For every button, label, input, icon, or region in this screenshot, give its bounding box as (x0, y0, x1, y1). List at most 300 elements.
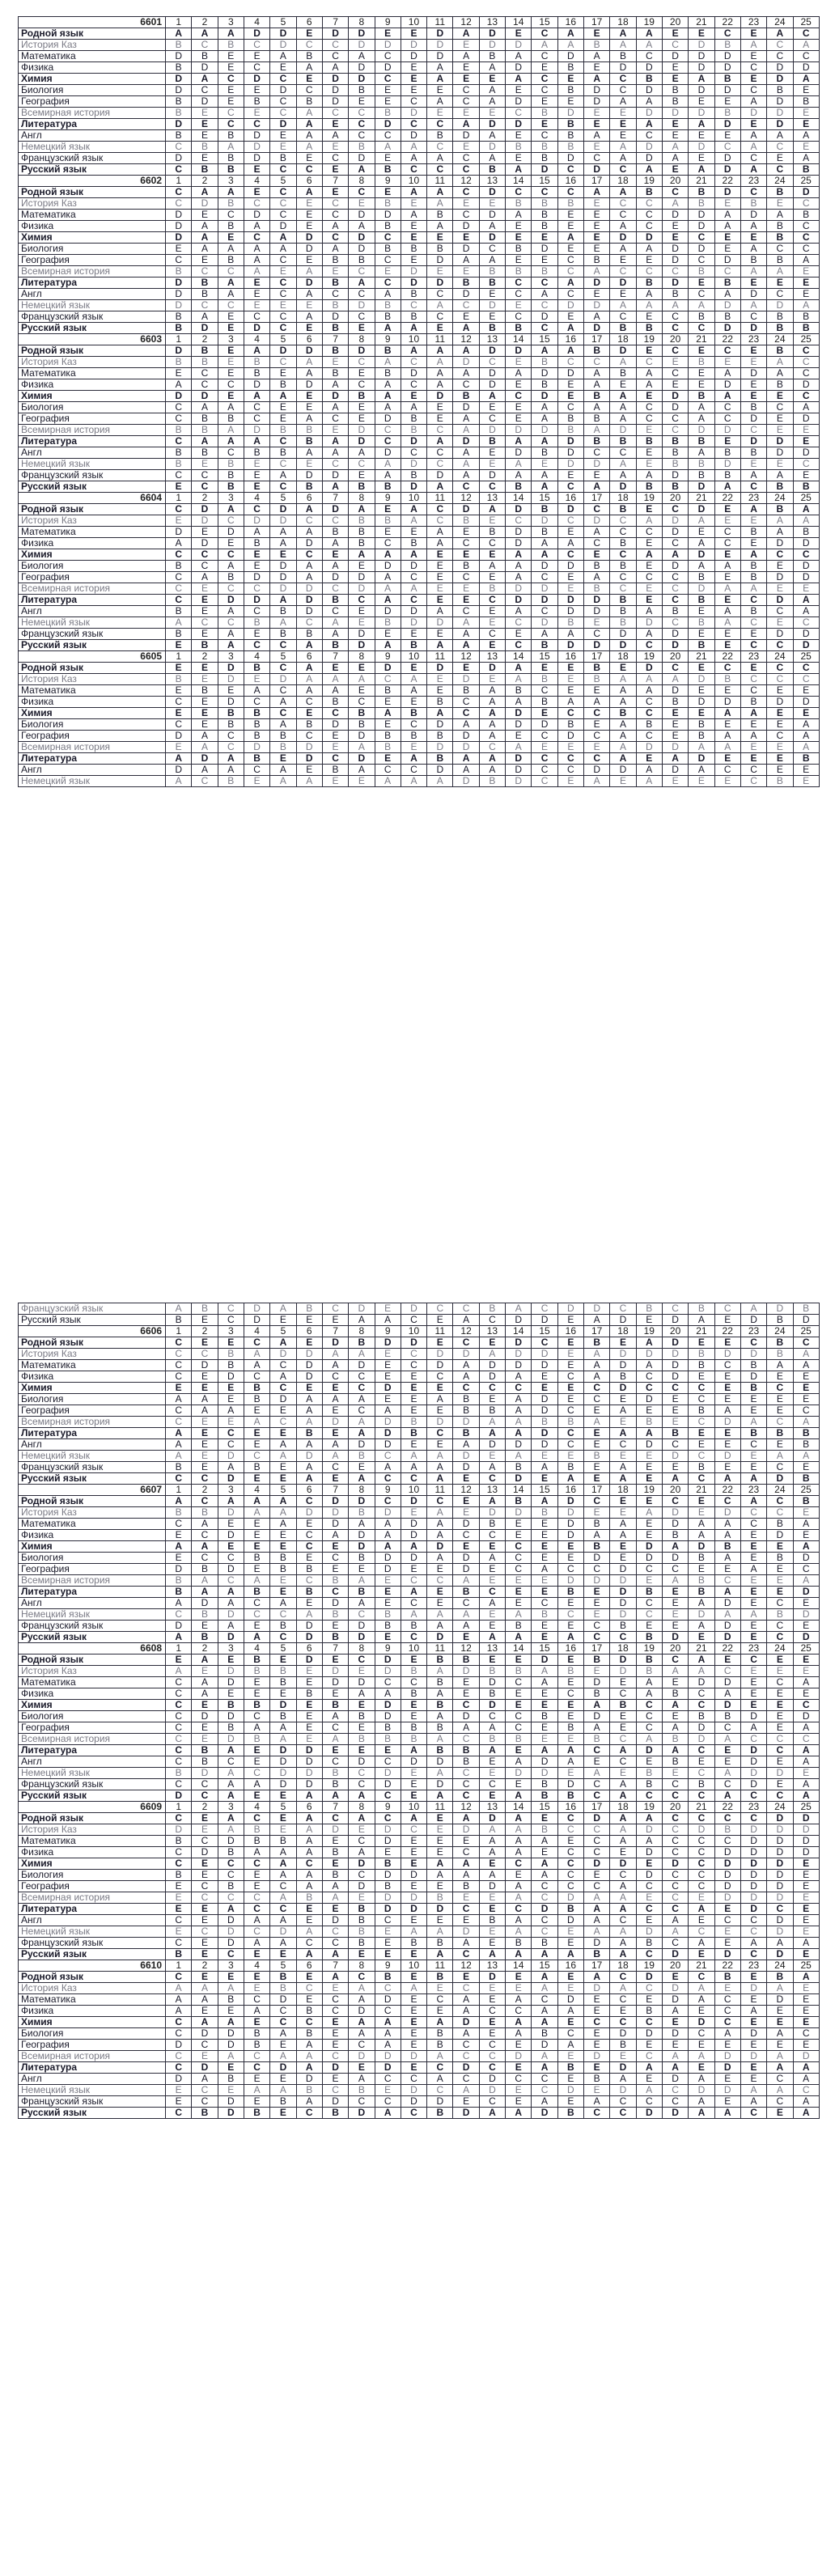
answer-cell: A (375, 1405, 401, 1417)
answer-cell: E (740, 391, 766, 402)
answer-cell: C (375, 674, 401, 685)
answer-cell: A (610, 1983, 636, 1994)
answer-cell: A (610, 40, 636, 51)
answer-cell: D (166, 51, 192, 62)
answer-cell: C (740, 1790, 766, 1802)
answer-cell: C (584, 357, 610, 368)
answer-cell: A (349, 1519, 375, 1530)
answer-cell: C (166, 1722, 192, 1734)
question-number: 8 (349, 493, 375, 504)
answer-cell: A (793, 1756, 819, 1768)
answer-cell: E (244, 85, 269, 96)
answer-cell: B (401, 470, 426, 481)
answer-cell: C (689, 323, 714, 334)
answer-cell: A (610, 731, 636, 742)
answer-cell: B (349, 708, 375, 719)
answer-cell: A (793, 1541, 819, 1553)
answer-cell: E (192, 606, 218, 617)
answer-cell: E (166, 1553, 192, 1564)
answer-cell: E (636, 1530, 662, 1541)
answer-cell: C (689, 1926, 714, 1938)
answer-cell: D (740, 1315, 766, 1326)
answer-cell: D (793, 1587, 819, 1598)
answer-cell: D (506, 345, 532, 357)
subject-name: Литература (19, 2062, 166, 2074)
answer-cell: A (767, 28, 793, 40)
subject-name: Англ (19, 606, 166, 617)
answer-cell: C (636, 1949, 662, 1960)
answer-cell: B (767, 1349, 793, 1360)
answer-cell: B (296, 2028, 322, 2040)
answer-cell: D (453, 742, 479, 753)
answer-cell: E (375, 266, 401, 278)
answer-cell: E (740, 1575, 766, 1587)
answer-cell: A (557, 40, 583, 51)
answer-cell: A (192, 1587, 218, 1598)
answer-cell: C (479, 2040, 505, 2051)
answer-cell: D (270, 85, 296, 96)
answer-cell: D (636, 1349, 662, 1360)
answer-cell: D (610, 2062, 636, 2074)
answer-cell: D (662, 1315, 688, 1326)
answer-cell: D (610, 1654, 636, 1666)
answer-cell: E (636, 538, 662, 549)
question-number: 12 (453, 17, 479, 28)
answer-cell: E (636, 1915, 662, 1926)
subject-name: Литература (19, 436, 166, 447)
answer-cell: E (636, 1496, 662, 1507)
answer-cell: C (349, 130, 375, 142)
answer-cell: A (427, 436, 453, 447)
answer-cell: A (532, 1949, 557, 1960)
answer-cell: E (689, 28, 714, 40)
answer-cell: D (322, 1417, 348, 1428)
answer-cell: A (296, 1439, 322, 1451)
answer-cell: A (610, 187, 636, 198)
subject-row (19, 391, 820, 402)
answer-cell: B (453, 1587, 479, 1598)
answer-cell: C (192, 1349, 218, 1360)
answer-cell: D (166, 345, 192, 357)
answer-cell: A (479, 765, 505, 776)
answer-cell: A (689, 413, 714, 425)
answer-cell: A (767, 527, 793, 538)
answer-cell: E (610, 1768, 636, 1779)
answer-cell: A (349, 1417, 375, 1428)
question-number: 25 (793, 1802, 819, 1813)
question-number: 7 (322, 493, 348, 504)
answer-cell: E (767, 1688, 793, 1700)
answer-cell: E (401, 1383, 426, 1394)
answer-cell: C (636, 413, 662, 425)
answer-cell: D (218, 1371, 244, 1383)
answer-cell: D (740, 1824, 766, 1836)
answer-cell: C (506, 1564, 532, 1575)
answer-cell: C (689, 1847, 714, 1858)
answer-cell: A (244, 1360, 269, 1371)
answer-cell: A (584, 425, 610, 436)
answer-cell: D (689, 753, 714, 765)
answer-cell: B (714, 470, 740, 481)
subject-name: Русский язык (19, 164, 166, 176)
answer-cell: E (296, 1904, 322, 1915)
answer-cell: C (453, 481, 479, 493)
answer-cell: D (740, 368, 766, 379)
answer-cell: B (793, 1303, 819, 1315)
answer-cell: C (793, 1405, 819, 1417)
answer-cell: C (192, 379, 218, 391)
question-number: 1 (166, 334, 192, 345)
answer-cell: D (296, 1621, 322, 1632)
subject-name: Немецкий язык (19, 1609, 166, 1621)
answer-cell: E (506, 1870, 532, 1881)
answer-cell: E (427, 1439, 453, 1451)
answer-cell: E (453, 108, 479, 119)
answer-cell: B (375, 617, 401, 629)
answer-cell: C (740, 595, 766, 606)
answer-cell: E (689, 1507, 714, 1519)
subject-name: Литература (19, 1745, 166, 1756)
answer-cell: C (270, 481, 296, 493)
question-number: 25 (793, 334, 819, 345)
answer-cell: C (192, 1926, 218, 1938)
answer-cell: D (714, 1870, 740, 1881)
answer-cell: B (166, 323, 192, 334)
answer-cell: D (192, 515, 218, 527)
answer-cell: A (296, 685, 322, 697)
answer-cell: A (714, 583, 740, 595)
subject-row (19, 1994, 820, 2006)
subject-row (19, 606, 820, 617)
answer-cell: D (453, 436, 479, 447)
answer-cell: A (506, 1915, 532, 1926)
answer-cell: B (218, 572, 244, 583)
answer-cell: A (453, 629, 479, 640)
answer-cell: B (532, 108, 557, 119)
answer-cell: C (479, 2051, 505, 2062)
answer-cell: C (218, 1892, 244, 1904)
answer-cell: C (584, 1847, 610, 1858)
answer-cell: D (218, 595, 244, 606)
answer-cell: E (793, 1666, 819, 1677)
answer-cell: E (610, 776, 636, 787)
answer-cell: B (557, 1722, 583, 1734)
answer-cell: B (244, 663, 269, 674)
answer-cell: D (349, 2051, 375, 2062)
answer-cell: A (453, 470, 479, 481)
answer-cell: B (689, 617, 714, 629)
answer-cell: C (662, 617, 688, 629)
answer-cell: C (166, 402, 192, 413)
answer-cell: B (767, 255, 793, 266)
answer-cell: E (192, 1315, 218, 1326)
answer-cell: D (636, 1439, 662, 1451)
question-number: 18 (610, 493, 636, 504)
answer-cell: A (636, 629, 662, 640)
answer-cell: A (767, 2062, 793, 2074)
answer-cell: C (793, 357, 819, 368)
answer-cell: A (714, 1553, 740, 1564)
answer-cell: D (636, 142, 662, 153)
answer-cell: A (270, 1858, 296, 1870)
answer-cell: D (192, 1847, 218, 1858)
answer-cell: E (479, 1541, 505, 1553)
answer-cell: A (244, 244, 269, 255)
question-number: 9 (375, 1960, 401, 1972)
answer-cell: B (218, 255, 244, 266)
answer-cell: E (192, 1870, 218, 1881)
answer-cell: B (375, 685, 401, 697)
answer-cell: A (506, 51, 532, 62)
answer-cell: C (375, 1677, 401, 1688)
answer-cell: C (166, 1405, 192, 1417)
answer-cell: E (662, 1598, 688, 1609)
answer-cell: D (166, 153, 192, 164)
question-number: 10 (401, 1802, 426, 1813)
answer-cell: E (506, 731, 532, 742)
answer-cell: A (349, 1575, 375, 1587)
answer-cell: C (714, 1779, 740, 1790)
answer-cell: C (349, 289, 375, 300)
answer-cell: A (584, 1915, 610, 1926)
answer-cell: D (793, 640, 819, 651)
answer-cell: D (610, 1858, 636, 1870)
answer-cell: B (401, 1688, 426, 1700)
answer-cell: A (506, 1451, 532, 1462)
question-number: 16 (557, 1960, 583, 1972)
answer-cell: D (192, 538, 218, 549)
answer-cell: C (740, 1507, 766, 1519)
answer-cell: B (584, 1451, 610, 1462)
answer-cell: A (296, 1394, 322, 1405)
answer-cell: E (296, 255, 322, 266)
answer-cell: A (453, 1870, 479, 1881)
answer-cell: D (349, 210, 375, 221)
answer-cell: B (349, 1904, 375, 1915)
answer-cell: B (349, 1507, 375, 1519)
answer-cell: C (453, 1768, 479, 1779)
answer-cell: A (506, 1790, 532, 1802)
answer-cell: C (506, 278, 532, 289)
question-number: 18 (610, 334, 636, 345)
answer-cell: D (740, 1768, 766, 1779)
subject-row (19, 2108, 820, 2119)
answer-cell: E (453, 1915, 479, 1926)
answer-cell: E (401, 1915, 426, 1926)
answer-cell: B (322, 300, 348, 311)
answer-cell: A (557, 323, 583, 334)
answer-cell: C (296, 549, 322, 561)
answer-cell: D (218, 1677, 244, 1688)
question-number: 5 (270, 493, 296, 504)
answer-cell: D (793, 413, 819, 425)
answer-cell: A (584, 1417, 610, 1428)
answer-cell: C (714, 765, 740, 776)
answer-cell: A (270, 391, 296, 402)
question-number: 14 (506, 17, 532, 28)
answer-cell: B (689, 311, 714, 323)
answer-cell: C (532, 1303, 557, 1315)
answer-cell: A (479, 1428, 505, 1439)
answer-cell: E (610, 1677, 636, 1688)
answer-cell: E (557, 1360, 583, 1371)
answer-cell: A (740, 96, 766, 108)
answer-cell: D (270, 1768, 296, 1779)
subject-row (19, 1654, 820, 1666)
answer-cell: C (714, 1836, 740, 1847)
answer-cell: A (244, 1507, 269, 1519)
answer-cell: C (427, 1371, 453, 1383)
answer-cell: E (218, 2085, 244, 2096)
question-number: 11 (427, 176, 453, 187)
question-number: 5 (270, 1326, 296, 1337)
answer-cell: B (375, 1858, 401, 1870)
subject-name: Англ (19, 1598, 166, 1609)
subject-row (19, 1824, 820, 1836)
answer-cell: D (767, 1473, 793, 1485)
answer-cell: C (767, 1632, 793, 1643)
answer-cell: E (244, 481, 269, 493)
answer-cell: D (479, 2085, 505, 2096)
answer-cell: C (689, 1870, 714, 1881)
answer-cell: E (740, 2062, 766, 2074)
answer-cell: C (453, 606, 479, 617)
answer-cell: C (453, 697, 479, 708)
answer-cell: C (557, 1688, 583, 1700)
answer-cell: E (479, 1609, 505, 1621)
answer-cell: B (557, 119, 583, 130)
answer-cell: D (557, 1530, 583, 1541)
answer-cell: D (714, 51, 740, 62)
answer-cell: B (244, 1394, 269, 1405)
answer-cell: D (740, 1745, 766, 1756)
subject-row (19, 674, 820, 685)
answer-cell: D (767, 74, 793, 85)
answer-cell: B (375, 1609, 401, 1621)
answer-cell: B (453, 391, 479, 402)
answer-cell: A (401, 515, 426, 527)
answer-cell: C (610, 572, 636, 583)
subject-name: Немецкий язык (19, 1926, 166, 1938)
answer-cell: C (192, 617, 218, 629)
answer-cell: E (610, 255, 636, 266)
answer-cell: A (453, 2028, 479, 2040)
answer-cell: A (375, 357, 401, 368)
answer-cell: B (532, 640, 557, 651)
variant-number: 6604 (19, 493, 166, 504)
answer-cell: A (453, 255, 479, 266)
answer-cell: D (453, 1451, 479, 1462)
answer-cell: D (610, 765, 636, 776)
answer-cell: A (218, 2051, 244, 2062)
answer-cell: A (636, 765, 662, 776)
answer-cell: A (506, 1609, 532, 1621)
answer-cell: A (296, 266, 322, 278)
answer-cell: A (479, 153, 505, 164)
answer-cell: B (166, 447, 192, 459)
answer-cell: A (192, 1394, 218, 1405)
answer-cell: C (166, 2028, 192, 2040)
answer-cell: D (689, 1541, 714, 1553)
subject-name: История Каз (19, 1507, 166, 1519)
answer-cell: C (662, 1881, 688, 1892)
answer-cell: E (322, 1688, 348, 1700)
answer-cell: E (349, 2062, 375, 2074)
answer-cell: D (714, 1349, 740, 1360)
answer-cell: A (349, 221, 375, 232)
answer-cell: C (662, 2085, 688, 2096)
answer-cell: A (506, 561, 532, 572)
answer-cell: A (793, 40, 819, 51)
question-number: 22 (714, 493, 740, 504)
answer-cell: C (349, 1870, 375, 1881)
answer-cell: E (244, 1541, 269, 1553)
answer-cell: A (401, 345, 426, 357)
answer-cell: C (322, 198, 348, 210)
answer-cell: A (662, 1666, 688, 1677)
answer-cell: C (610, 164, 636, 176)
answer-cell: C (349, 697, 375, 708)
answer-cell: D (506, 583, 532, 595)
answer-cell: B (192, 164, 218, 176)
answer-cell: C (349, 1654, 375, 1666)
answer-cell: E (714, 357, 740, 368)
answer-cell: C (375, 2096, 401, 2108)
answer-cell: E (767, 1405, 793, 1417)
answer-cell: C (532, 1881, 557, 1892)
answer-cell: A (689, 2108, 714, 2119)
subject-name: Русский язык (19, 2108, 166, 2119)
answer-cell: B (532, 153, 557, 164)
answer-cell: D (375, 606, 401, 617)
subject-row (19, 447, 820, 459)
answer-cell: A (506, 210, 532, 221)
answer-cell: A (793, 2096, 819, 2108)
answer-cell: D (375, 1666, 401, 1677)
answer-cell: B (767, 1553, 793, 1564)
answer-cell: E (714, 1394, 740, 1405)
answer-cell: C (689, 1417, 714, 1428)
answer-cell: E (218, 1972, 244, 1983)
answer-cell: E (427, 1564, 453, 1575)
answer-cell: E (662, 1768, 688, 1779)
answer-cell: C (506, 2006, 532, 2017)
answer-cell: E (270, 1654, 296, 1666)
answer-cell: E (610, 1847, 636, 1858)
answer-cell: A (296, 289, 322, 300)
answer-cell: C (296, 1530, 322, 1541)
answer-cell: A (427, 1394, 453, 1405)
answer-cell: B (689, 266, 714, 278)
question-number: 16 (557, 1802, 583, 1813)
answer-cell: D (453, 674, 479, 685)
answer-cell: E (375, 1847, 401, 1858)
answer-cell: D (532, 1904, 557, 1915)
subject-name: Русский язык (19, 640, 166, 651)
answer-cell: A (610, 357, 636, 368)
answer-cell: B (166, 425, 192, 436)
answer-cell: A (793, 515, 819, 527)
subject-row (19, 164, 820, 176)
answer-cell: B (610, 606, 636, 617)
answer-cell: E (349, 96, 375, 108)
answer-cell: C (740, 481, 766, 493)
answer-cell: C (689, 1858, 714, 1870)
answer-cell: D (662, 470, 688, 481)
answer-cell: D (636, 85, 662, 96)
answer-cell: A (270, 1507, 296, 1519)
answer-cell: D (218, 2096, 244, 2108)
